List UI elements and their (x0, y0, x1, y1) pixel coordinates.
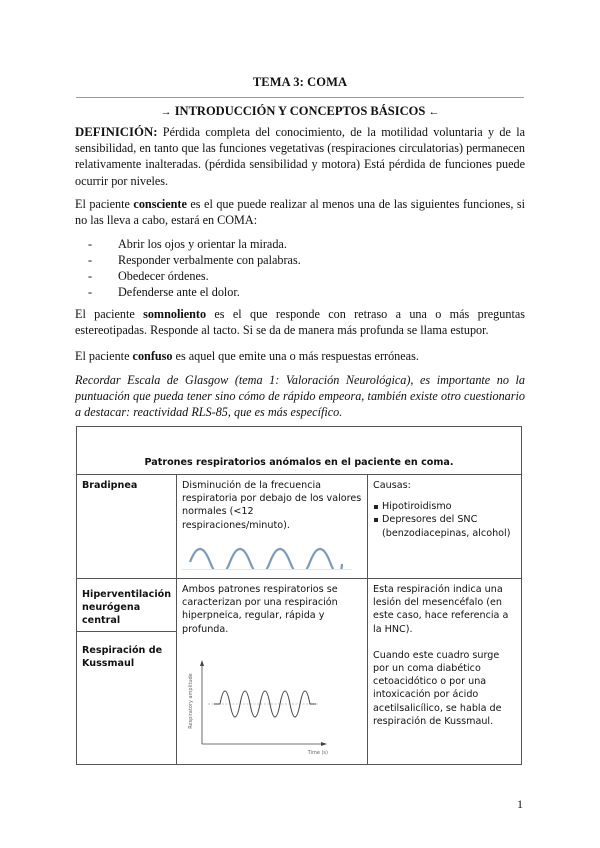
list-item (88, 284, 301, 300)
graph-xlabel: Time (s) (307, 749, 329, 756)
hyperventilation-description-cell (177, 579, 368, 765)
dash-bullet: - (88, 285, 93, 299)
row-label-bradipnea: Bradipnea (77, 475, 177, 579)
list-item (88, 268, 301, 284)
bradipnea-description-cell (177, 475, 368, 579)
somnolent-prefix: El paciente (75, 307, 144, 321)
glasgow-note: Recordar Escala de Glasgow (tema 1: Valoración Neurológica), es importante no la puntuación que pueda tener sino cómo de rápido empeora, también existe otro cuestionario a destacar: reactividad RLS-85, que es más específico. (75, 373, 525, 420)
functions-list (88, 236, 301, 300)
table-caption: Patrones respiratorios anómalos en el paciente en coma. (77, 427, 522, 475)
table-row (77, 475, 522, 579)
confused-term: confuso (132, 349, 173, 363)
hyperventilation-description: Ambos patrones respiratorios se caracterizan por una respiración hiperpneica, regular, rápida y profunda. (182, 584, 338, 635)
conscious-term: consciente (133, 197, 187, 211)
respiratory-patterns-table (76, 426, 522, 765)
table-header-row (77, 427, 522, 475)
somnolent-term: somnoliento (143, 307, 207, 321)
confused-suffix: es aquel que emite una o más respuestas erróneas. (172, 349, 419, 363)
conscious-suffix: es el que puede realizar al menos una de las siguientes funciones, si no las lleva a cabo, estará en COMA: (75, 197, 525, 228)
section-heading (0, 104, 600, 119)
somnolent-paragraph (75, 306, 525, 338)
list-item (88, 236, 301, 252)
section-heading-text: INTRODUCCIÓN Y CONCEPTOS BÁSICOS (171, 104, 429, 118)
list-item-text: Obedecer órdenes. (118, 269, 209, 283)
somnolent-suffix: es el que responde con retraso a una o más preguntas estereotipadas. Responde al tacto. Si se da de manera más profunda se llama estupor. (75, 307, 525, 338)
hnc-note: Esta respiración indica una lesión del mesencéfalo (en este caso, hace referencia a la HNC). (373, 584, 509, 635)
row-label-hnc: Hiperventilación neurógena central (77, 579, 176, 632)
hyperventilation-labels-cell (77, 579, 177, 765)
dash-bullet: - (88, 269, 93, 283)
slow-wave-graphic (182, 540, 352, 570)
bradipnea-description: Disminución de la frecuencia respiratoria por debajo de los valores normales (<12 respiraciones/minuto). (182, 480, 362, 531)
table-row (77, 579, 522, 765)
dash-bullet: - (88, 237, 93, 251)
title-divider (76, 97, 524, 98)
confused-prefix: El paciente (75, 349, 133, 363)
confused-paragraph (75, 348, 525, 364)
respiratory-amplitude-graph (182, 656, 342, 756)
list-item-text: Abrir los ojos y orientar la mirada. (118, 237, 287, 251)
dash-bullet: - (88, 253, 93, 267)
list-item (88, 252, 301, 268)
causes-title: Causas: (373, 480, 411, 491)
left-arrow-icon: ← (428, 106, 440, 118)
graph-ylabel: Respiratory amplitude (188, 673, 195, 729)
hyperventilation-notes-cell (368, 579, 522, 765)
conscious-paragraph (75, 196, 525, 228)
definition-label: DEFINICIÓN: (75, 125, 158, 139)
bradipnea-causes-cell (368, 475, 522, 579)
cause-item: Hipotiroidismo (373, 500, 516, 513)
cause-item: Depresores del SNC (benzodiacepinas, alcohol) (373, 513, 516, 539)
list-item-text: Responder verbalmente con palabras. (118, 253, 301, 267)
page-number: 1 (517, 797, 523, 811)
definition-text: Pérdida completa del conocimiento, de la motilidad voluntaria y de la sensibilidad, en tanto que las funciones vegetativas (respiraciones circulatorias) permanecen relativamente inalteradas. (pérdida sensibilidad y motora) Está pérdida de funciones puede ocurrir por niveles. (75, 125, 525, 188)
list-item-text: Defenderse ante el dolor. (118, 285, 240, 299)
right-arrow-icon: → (160, 106, 172, 118)
row-label-kussmaul: Respiración de Kussmaul (82, 645, 163, 670)
document-title: TEMA 3: COMA (252, 75, 348, 89)
causes-list (373, 500, 516, 540)
definition-paragraph (75, 124, 525, 189)
kussmaul-note: Cuando este cuadro surge por un coma diabético cetoacidótico o por una intoxicación por ácido acetilsalicílico, se habla de respiración de Kussmaul. (373, 649, 502, 727)
conscious-prefix: El paciente (75, 197, 134, 211)
